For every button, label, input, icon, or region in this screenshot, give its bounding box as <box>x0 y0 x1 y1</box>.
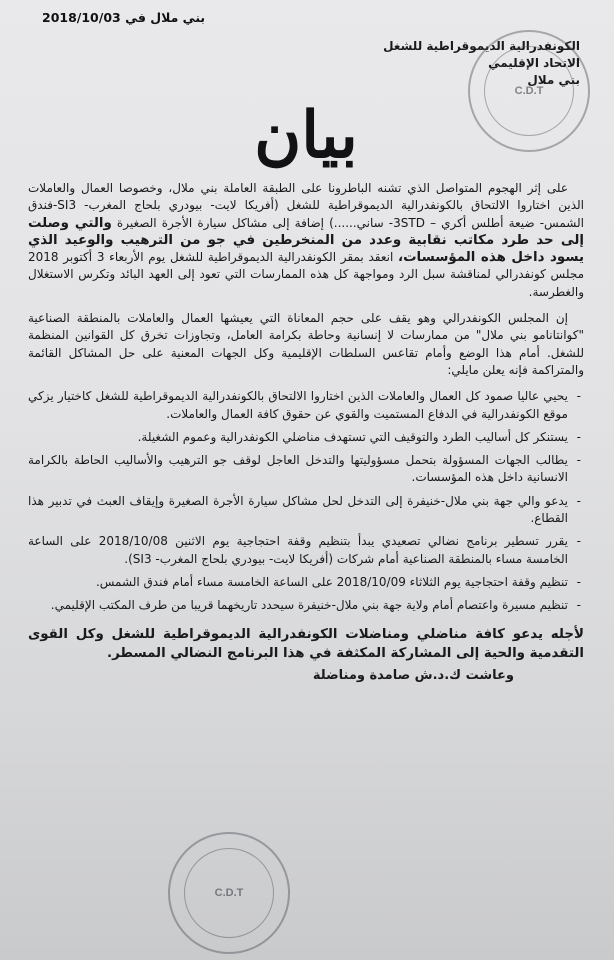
stamp-inner: C.D.T <box>184 848 274 938</box>
intro-text: على إثر الهجوم المتواصل الذي تشنه الباطرونا على الطبقة العاملة بني ملال، وخصوصا العمال والعاملات الذين اختاروا الالتحاق بالكونفدرالية الديموقراطية للشغل (أفريكا لايت- بيودري بلحاج المغرب- SI3-فندق الشمس- ضيعة أطلس أكري – 3STD- ساني......) إضافة إلى مشاكل سيارة الأجرة الصغيرة <box>28 181 584 230</box>
org-city: بني ملال <box>527 73 580 87</box>
list-item: - تنظيم مسيرة واعتصام أمام ولاية جهة بني ملال-خنيفرة سيحدد تاريخهما قريبا من طرف المكتب الإقليمي. <box>28 597 568 614</box>
council-paragraph: إن المجلس الكونفدرالي وهو يقف على حجم المعاناة التي يعيشها العمال والعاملات بالمنطقة الصناعية "كوانتانامو بني ملال" من ممارسات لا إنسانية وحاطة بكرامة العامل، وتجاوزات تخرق كل القوانين المنظمة للشغل. أمام هذا الوضع وأمام تقاعس السلطات الإقليمية وكل الجهات المعنية على حل المشاكل القائمة والمتراكمة فإنه يعلن مايلي: <box>28 311 584 377</box>
page-title: بيان <box>254 98 358 173</box>
decisions-list <box>28 388 584 614</box>
org-name: الكونفدرالية الديموقراطية للشغل <box>383 39 580 53</box>
list-item: - يقرر تسطير برنامج نضالي تصعيدي يبدأ بتنظيم وقفة احتجاجية يوم الاثنين 2018/10/08 على الساعة الخامسة مساء بالمنطقة الصناعية أمام شركات (أفريكا لايت- بيودري بلحاج المغرب- SI3). <box>28 533 568 568</box>
signature-line: وعاشت ك.د.ش صامدة ومناضلة <box>312 667 514 683</box>
dateline: بني ملال في 2018/10/03 <box>42 10 206 25</box>
org-union: الاتحاد الإقليمي <box>488 56 580 70</box>
list-item: - تنظيم وقفة احتجاجية يوم الثلاثاء 2018/10/09 على الساعة الخامسة مساء أمام فندق الشمس. <box>28 574 568 591</box>
statement-body <box>28 180 584 684</box>
list-item: - يدعو والي جهة بني ملال-خنيفرة إلى التدخل لحل مشاكل سيارة الأجرة الصغيرة وإيقاف العبث في تدبير هذا القطاع. <box>28 493 568 528</box>
closing-call: لأجله يدعو كافة مناضلي ومناضلات الكونفدرالية الديموقراطية للشغل وكل القوى التقدمية والحية إلى المشاركة المكثفة في هذا البرنامج النضالي المسطر. <box>28 626 584 661</box>
stamp-inner: C.D.T <box>484 46 574 136</box>
intro-paragraph <box>28 180 584 301</box>
list-item: - يحيي عاليا صمود كل العمال والعاملات الذين اختاروا الالتحاق بالكونفدرالية الديموقراطية للشغل كاختيار يزكي موقع الكونفدرالية في الدفاع المستميت والقوي عن حقوق كافة العمال والعاملات. <box>28 388 568 423</box>
intro-text-end: انعقد بمقر الكونفدرالية الديموقراطية للشغل يوم الأربعاء 3 أكتوبر 2018 مجلس كونفدرالي لمناقشة سبل الرد ومواجهة كل هذه الممارسات التي تعود إلى العهد البائد وتكرس الاستغلال والغطرسة. <box>28 250 584 299</box>
list-item: - يستنكر كل أساليب الطرد والتوقيف التي تستهدف مناضلي الكونفدرالية وعموم الشغيلة. <box>28 429 568 446</box>
statement-document <box>28 0 584 960</box>
intro-bold-text: والتي وصلت إلى حد طرد مكاتب نقابية وعدد من المنخرطين في جو من الترهيب والوعيد الذي يسود داخل هذه المؤسسات، <box>28 215 584 266</box>
bottom-stamp <box>168 832 290 954</box>
list-item: - يطالب الجهات المسؤولة بتحمل مسؤوليتها والتدخل العاجل لوقف جو الترهيب والأساليب الحاطة بالكرامة الانسانية داخل هذه المؤسسات. <box>28 452 568 487</box>
